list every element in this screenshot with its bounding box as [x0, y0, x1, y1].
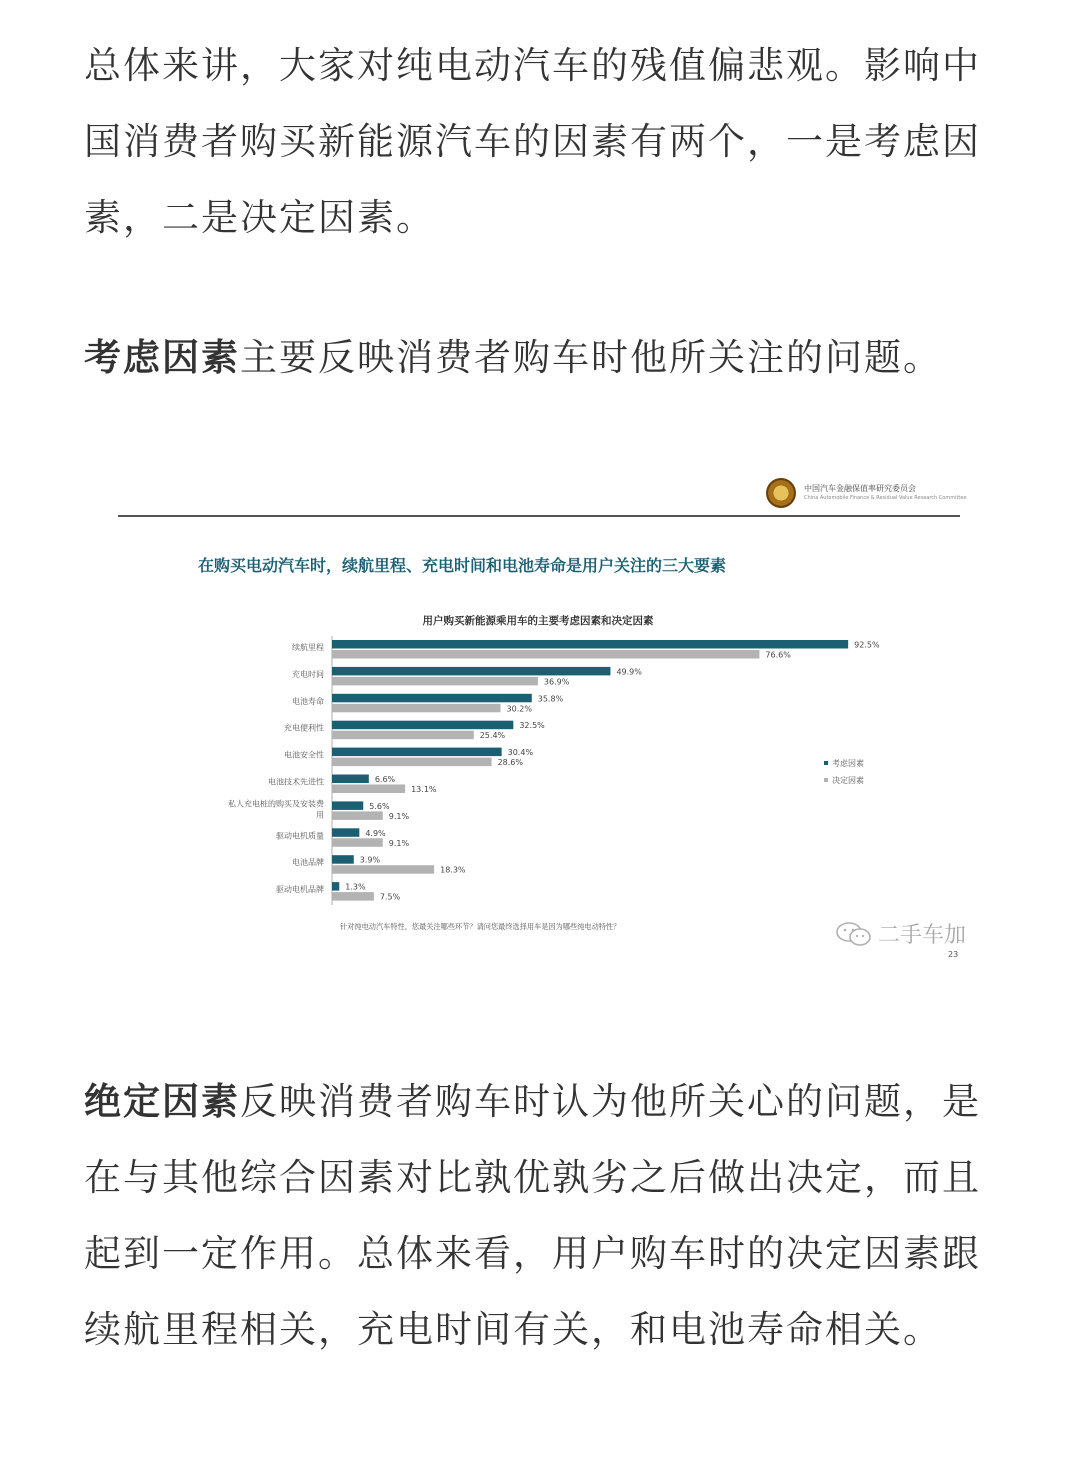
data-label: 49.9% [616, 667, 642, 677]
bar-consideration [332, 748, 502, 757]
bar-consideration [332, 640, 848, 649]
category-label: 续航里程 [292, 643, 324, 652]
paragraph-text: 主要反映消费者购车时他所关注的问题。 [240, 336, 942, 379]
data-label: 3.9% [359, 855, 381, 865]
category-label: 充电时间 [292, 669, 324, 679]
data-label: 5.6% [369, 801, 390, 811]
legend-swatch [824, 778, 828, 782]
data-label: 6.6% [374, 775, 396, 784]
org-name-en: China Automobile Finance & Residual Value Research Committee [804, 495, 967, 501]
category-label: 充电便利性 [284, 723, 324, 733]
paragraph-lead: 绝定因素 [84, 1080, 240, 1123]
bar-decision [332, 811, 383, 820]
page-number: 23 [948, 950, 959, 959]
data-label: 9.1% [388, 811, 410, 821]
wechat-icon [834, 920, 874, 948]
paragraph-lead: 考虑因素 [84, 336, 240, 379]
data-label: 9.1% [388, 838, 410, 848]
data-label: 76.6% [765, 650, 791, 660]
bar-consideration [332, 667, 610, 676]
bar-decision [332, 677, 538, 686]
report-slide-image [118, 468, 967, 968]
paragraph-text: 反映消费者购车时认为他所关心的问题，是在与其他综合因素对比孰优孰劣之后做出决定，而且起到一定作用。总体来看，用户购车时的决定因素跟续航里程相关，充电时间有关，和电池寿命相关。 [84, 1080, 981, 1351]
data-label: 7.5% [379, 892, 401, 902]
bar-decision [332, 785, 405, 794]
watermark-text: 二手车加 [878, 923, 967, 948]
category-label: 电池品牌 [292, 858, 324, 868]
bar-decision [332, 892, 374, 901]
bar-consideration [332, 801, 363, 810]
data-label: 92.5% [854, 640, 880, 650]
paragraph-consideration-factors [84, 320, 1014, 396]
bar-decision [332, 838, 383, 847]
slide-title: 在购买电动汽车时，续航里程、充电时间和电池寿命是用户关注的三大要素 [198, 556, 727, 575]
legend-label: 考虑因素 [832, 759, 864, 768]
category-label: 驱动电机品牌 [276, 885, 324, 895]
bar-decision [332, 865, 434, 874]
data-label: 25.4% [479, 731, 506, 741]
chart-footnote: 针对纯电动汽车特性，您最关注哪些环节？请问您最终选择用车是因为哪些纯电动特性？ [340, 922, 621, 931]
bar-decision [332, 731, 474, 740]
bar-decision [332, 650, 759, 659]
org-name: 中国汽车金融保值率研究委员会 [804, 484, 916, 493]
data-label: 30.4% [507, 748, 534, 758]
bar-consideration [332, 828, 359, 837]
category-label: 电池安全性 [284, 750, 324, 760]
data-label: 35.8% [537, 694, 564, 704]
category-label: 用 [316, 810, 324, 820]
bar-chart [118, 468, 962, 968]
bar-consideration [332, 694, 532, 703]
data-label: 28.6% [497, 758, 524, 768]
legend-swatch [824, 761, 828, 765]
category-label: 电池技术先进性 [268, 777, 324, 787]
data-label: 30.2% [506, 704, 532, 714]
chart-title: 用户购买新能源乘用车的主要考虑因素和决定因素 [422, 615, 654, 627]
bar-consideration [332, 775, 369, 784]
bar-consideration [332, 855, 354, 864]
category-label: 电池寿命 [292, 696, 324, 706]
data-label: 13.1% [411, 785, 437, 794]
paragraph-decision-factors [84, 1064, 1014, 1368]
data-label: 4.9% [365, 828, 386, 838]
paragraph-residual-value [84, 28, 1014, 256]
paragraph-text: 总体来讲，大家对纯电动汽车的残值偏悲观。影响中国消费者购买新能源汽车的因素有两个，一是考虑因素，二是决定因素。 [84, 44, 981, 239]
data-label: 1.3% [345, 882, 366, 892]
bar-decision [332, 758, 492, 767]
data-label: 36.9% [543, 677, 570, 687]
data-label: 32.5% [519, 721, 545, 731]
data-label: 18.3% [440, 865, 466, 875]
bar-consideration [332, 882, 339, 891]
bar-consideration [332, 721, 513, 730]
category-label: 私人充电桩的购买及安装费 [228, 799, 324, 809]
category-label: 驱动电机质量 [276, 831, 324, 841]
legend-label: 决定因素 [832, 776, 864, 785]
bar-decision [332, 704, 501, 713]
